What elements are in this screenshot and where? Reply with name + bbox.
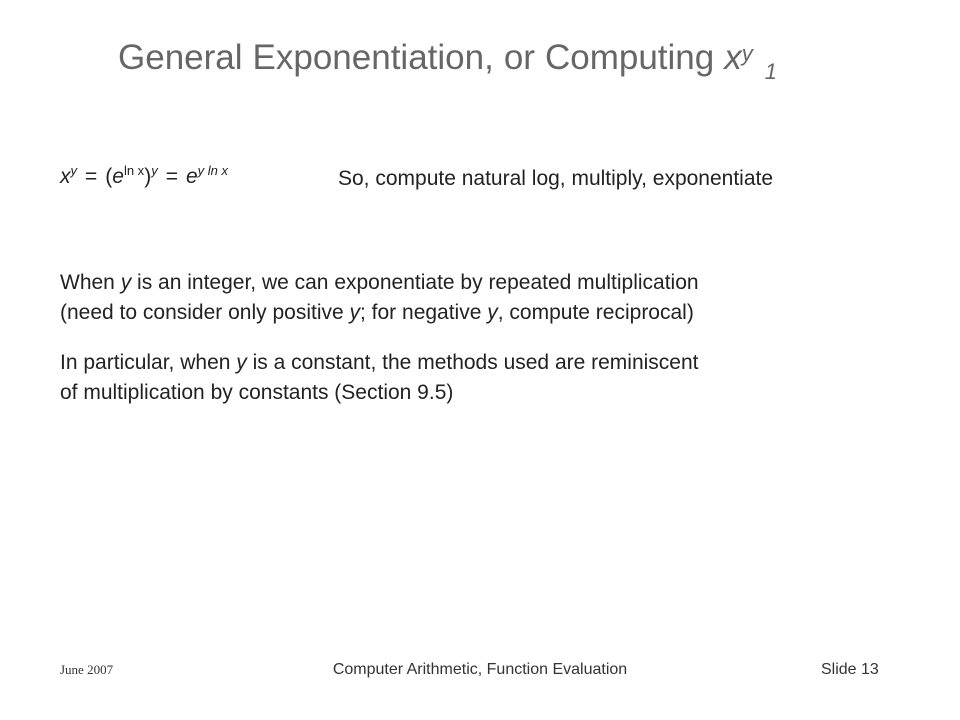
var-y: y <box>349 301 360 324</box>
slide-title <box>118 38 777 84</box>
formula-x: x <box>60 165 71 188</box>
var-y: y <box>236 351 247 374</box>
title-word: General <box>118 38 243 77</box>
formula-paren-open: ( <box>105 165 113 188</box>
formula-e: e <box>185 165 198 188</box>
para2-line2: of multiplication by constants (Section 9.5) <box>60 381 454 404</box>
para2-line1: In particular, when y is a constant, the methods used are reminiscent <box>60 351 699 374</box>
paragraph-constant-exponent <box>60 348 699 408</box>
formula-y-outer-exp: y <box>151 163 158 178</box>
footer-title: Computer Arithmetic, Function Evaluation <box>332 661 628 678</box>
para1-line2: (need to consider only positive y; for negative y, compute reciprocal) <box>60 301 694 324</box>
title-word: or <box>503 38 535 77</box>
para1-line1: When y is an integer, we can exponentiate by repeated multiplication <box>60 271 699 294</box>
paragraph-integer-exponent <box>60 268 699 328</box>
formula-e: e <box>112 165 124 188</box>
var-y: y <box>120 271 132 294</box>
title-word: Computing <box>544 38 715 77</box>
title-var-base: x <box>724 38 742 77</box>
var-y: y <box>487 301 498 324</box>
formula-note: So, compute natural log, multiply, exponentiate <box>338 167 774 190</box>
formula-y-ln-x-exp: y ln x <box>197 163 228 178</box>
formula <box>60 165 228 189</box>
title-var-exp: y <box>741 41 753 66</box>
formula-equals: = <box>85 165 98 188</box>
formula-ln-x-exp: ln x <box>123 163 145 178</box>
formula-y-exp: y <box>70 163 77 178</box>
footer-date: June 2007 <box>60 662 114 677</box>
title-suffix: 1 <box>764 59 777 84</box>
formula-equals: = <box>165 165 178 188</box>
footer-slide-number: Slide 13 <box>821 661 879 678</box>
formula-paren-close: ) <box>144 165 152 188</box>
title-word: Exponentiation, <box>252 38 494 77</box>
